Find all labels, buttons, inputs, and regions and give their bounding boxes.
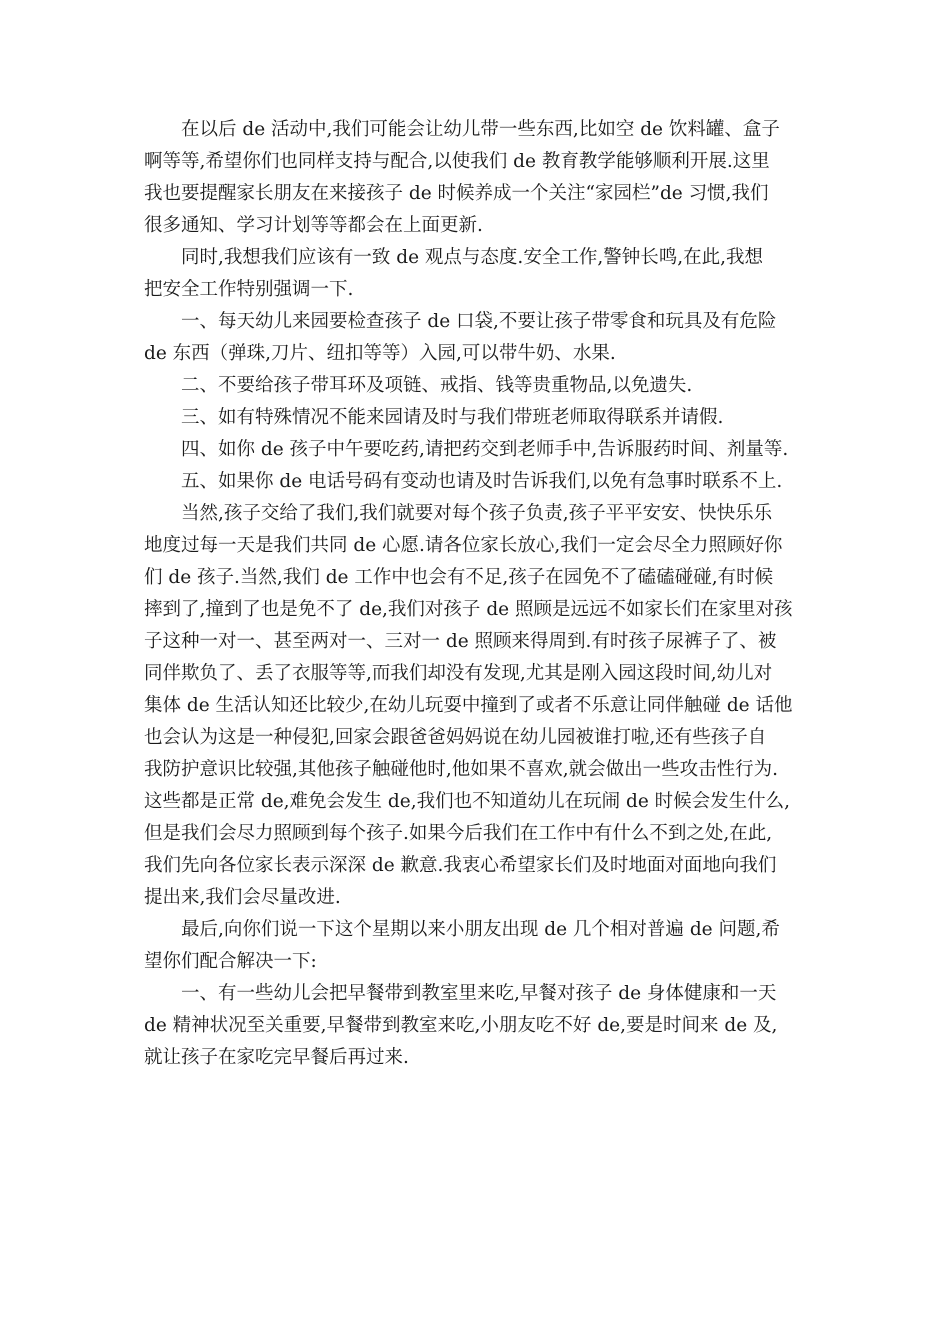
text-line: 就让孩子在家吃完早餐后再过来. <box>144 1047 409 1068</box>
text-line: 我也要提醒家长朋友在来接孩子 de 时候养成一个关注“家园栏”de 习惯,我们 <box>144 183 769 204</box>
text-line: 子这种一对一、甚至两对一、三对一 de 照顾来得周到.有时孩子尿裤子了、被 <box>144 631 777 652</box>
paragraph-safety-item-1 <box>144 306 812 370</box>
text-line: 望你们配合解决一下: <box>144 951 317 972</box>
paragraph-common-issues-intro <box>144 914 812 978</box>
text-line: 提出来,我们会尽量改进. <box>144 887 341 908</box>
text-line: de 东西（弹珠,刀片、纽扣等等）入园,可以带牛奶、水果. <box>144 343 616 364</box>
text-line: 集体 de 生活认知还比较少,在幼儿玩耍中撞到了或者不乐意让同伴触碰 de 话他 <box>144 695 793 716</box>
paragraph-items-to-bring <box>144 114 812 242</box>
text-line: 我们先向各位家长表示深深 de 歉意.我衷心希望家长们及时地面对面地向我们 <box>144 855 777 876</box>
text-line: 五、如果你 de 电话号码有变动也请及时告诉我们,以免有急事时联系不上. <box>181 471 783 492</box>
text-line: 四、如你 de 孩子中午要吃药,请把药交到老师手中,告诉服药时间、剂量等. <box>181 439 789 460</box>
text-line: 把安全工作特别强调一下. <box>144 279 354 300</box>
text-line: 一、每天幼儿来园要检查孩子 de 口袋,不要让孩子带零食和玩具及有危险 <box>181 311 777 332</box>
text-line: 三、如有特殊情况不能来园请及时与我们带班老师取得联系并请假. <box>181 407 724 428</box>
paragraph-safety-item-4 <box>144 434 812 466</box>
paragraph-issue-breakfast <box>144 978 812 1074</box>
text-line: 同时,我想我们应该有一致 de 观点与态度.安全工作,警钟长鸣,在此,我想 <box>181 247 763 268</box>
text-line: 这些都是正常 de,难免会发生 de,我们也不知道幼儿在玩闹 de 时候会发生什么, <box>144 791 791 812</box>
text-line: 也会认为这是一种侵犯,回家会跟爸爸妈妈说在幼儿园被谁打啦,还有些孩子自 <box>144 727 767 748</box>
text-line: 我防护意识比较强,其他孩子触碰他时,他如果不喜欢,就会做出一些攻击性行为. <box>144 759 779 780</box>
text-line: 们 de 孩子.当然,我们 de 工作中也会有不足,孩子在园免不了磕磕碰碰,有时候 <box>144 567 774 588</box>
text-line: 摔到了,撞到了也是免不了 de,我们对孩子 de 照顾是远远不如家长们在家里对孩 <box>144 599 793 620</box>
text-line: 啊等等,希望你们也同样支持与配合,以使我们 de 教育教学能够顺利开展.这里 <box>144 151 770 172</box>
paragraph-safety-item-2 <box>144 370 812 402</box>
paragraph-safety-intro <box>144 242 812 306</box>
text-line: de 精神状况至关重要,早餐带到教室来吃,小朋友吃不好 de,要是时间来 de 及, <box>144 1015 778 1036</box>
paragraph-safety-item-5 <box>144 466 812 498</box>
text-line: 最后,向你们说一下这个星期以来小朋友出现 de 几个相对普遍 de 问题,希 <box>181 919 780 940</box>
text-line: 但是我们会尽力照顾到每个孩子.如果今后我们在工作中有什么不到之处,在此, <box>144 823 773 844</box>
text-line: 同伴欺负了、丢了衣服等等,而我们却没有发现,尤其是刚入园这段时间,幼儿对 <box>144 663 773 684</box>
text-line: 一、有一些幼儿会把早餐带到教室里来吃,早餐对孩子 de 身体健康和一天 <box>181 983 777 1004</box>
text-line: 地度过每一天是我们共同 de 心愿.请各位家长放心,我们一定会尽全力照顾好你 <box>144 535 783 556</box>
paragraph-care-statement <box>144 498 812 914</box>
text-line: 很多通知、学习计划等等都会在上面更新. <box>144 215 483 236</box>
document-body <box>144 114 812 1074</box>
text-line: 二、不要给孩子带耳环及项链、戒指、钱等贵重物品,以免遗失. <box>181 375 693 396</box>
text-line: 在以后 de 活动中,我们可能会让幼儿带一些东西,比如空 de 饮料罐、盒子 <box>181 119 780 140</box>
paragraph-safety-item-3 <box>144 402 812 434</box>
text-line: 当然,孩子交给了我们,我们就要对每个孩子负责,孩子平平安安、快快乐乐 <box>181 503 773 524</box>
